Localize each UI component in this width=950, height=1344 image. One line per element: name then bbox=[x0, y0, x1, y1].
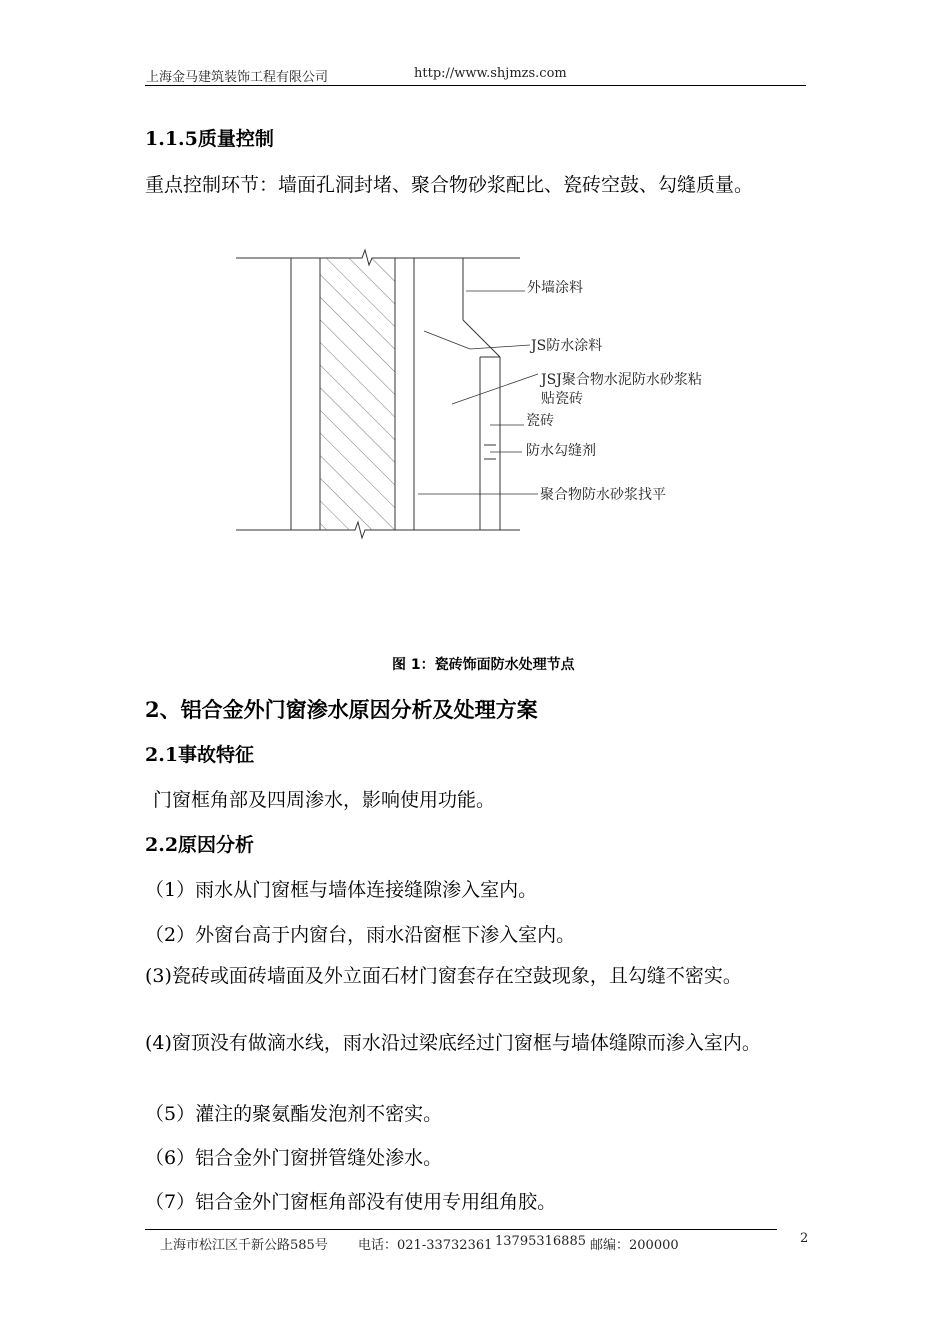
cause-item: （1）雨水从门窗框与墙体连接缝隙渗入室内。 bbox=[145, 879, 538, 901]
cause-item: (3)瓷砖或面砖墙面及外立面石材门窗套存在空鼓现象，且勾缝不密实。 bbox=[145, 965, 742, 987]
section-heading-2: 2、铝合金外门窗渗水原因分析及处理方案 bbox=[145, 697, 538, 722]
subsection-text-21: 门窗框角部及四周渗水，影响使用功能。 bbox=[153, 789, 496, 811]
label-jsj-mortar-line1: JSJ聚合物水泥防水砂浆粘 bbox=[541, 372, 702, 388]
footer-phone bbox=[358, 1234, 492, 1253]
caption-number: 1 bbox=[410, 657, 421, 673]
label-js-coating: JS防水涂料 bbox=[531, 338, 603, 354]
label-exterior-paint: 外墙涂料 bbox=[527, 280, 583, 296]
header-company: 上海金马建筑装饰工程有限公司 bbox=[146, 70, 329, 85]
footer-address: 上海市松江区千新公路585号 bbox=[160, 1238, 328, 1253]
cause-item: （5）灌注的聚氨酯发泡剂不密实。 bbox=[145, 1103, 443, 1125]
cause-item: （6）铝合金外门窗拼管缝处渗水。 bbox=[145, 1147, 443, 1169]
footer-postcode-label: 邮编： bbox=[590, 1238, 630, 1253]
footer-postcode-number: 200000 bbox=[629, 1238, 679, 1253]
footer-phone-label: 电话： bbox=[358, 1238, 398, 1253]
figure-caption bbox=[392, 654, 575, 674]
footer-rule bbox=[145, 1229, 777, 1230]
section-text-115: 重点控制环节：墙面孔洞封堵、聚合物砂浆配比、瓷砖空鼓、勾缝质量。 bbox=[145, 174, 754, 196]
label-jsj-mortar-line2: 贴瓷砖 bbox=[541, 391, 583, 407]
subsection-heading-21: 2.1事故特征 bbox=[145, 744, 255, 766]
label-grout: 防水勾缝剂 bbox=[526, 443, 596, 459]
caption-prefix: 图 bbox=[392, 657, 406, 673]
footer-mobile: 13795316885 bbox=[495, 1234, 586, 1249]
hatched-wall bbox=[320, 258, 395, 530]
cause-item: （7）铝合金外门窗框角部没有使用专用组角胶。 bbox=[145, 1191, 557, 1213]
caption-text: ：瓷砖饰面防水处理节点 bbox=[420, 657, 575, 673]
section-heading-115: 1.1.5质量控制 bbox=[145, 128, 274, 150]
footer-postcode bbox=[590, 1234, 679, 1253]
waterproof-node-diagram bbox=[0, 240, 950, 560]
header-rule bbox=[145, 85, 806, 86]
footer-phone-number: 021-33732361 bbox=[397, 1238, 493, 1253]
cause-item: （2）外窗台高于内窗台，雨水沿窗框下渗入室内。 bbox=[145, 924, 576, 946]
label-leveling: 聚合物防水砂浆找平 bbox=[540, 487, 666, 503]
label-tile: 瓷砖 bbox=[526, 413, 554, 429]
cause-item: (4)窗顶没有做滴水线，雨水沿过梁底经过门窗框与墙体缝隙而渗入室内。 bbox=[145, 1032, 761, 1054]
subsection-heading-22: 2.2原因分析 bbox=[145, 834, 255, 856]
page-number: 2 bbox=[800, 1231, 809, 1246]
header-url: http://www.shjmzs.com bbox=[414, 66, 567, 81]
